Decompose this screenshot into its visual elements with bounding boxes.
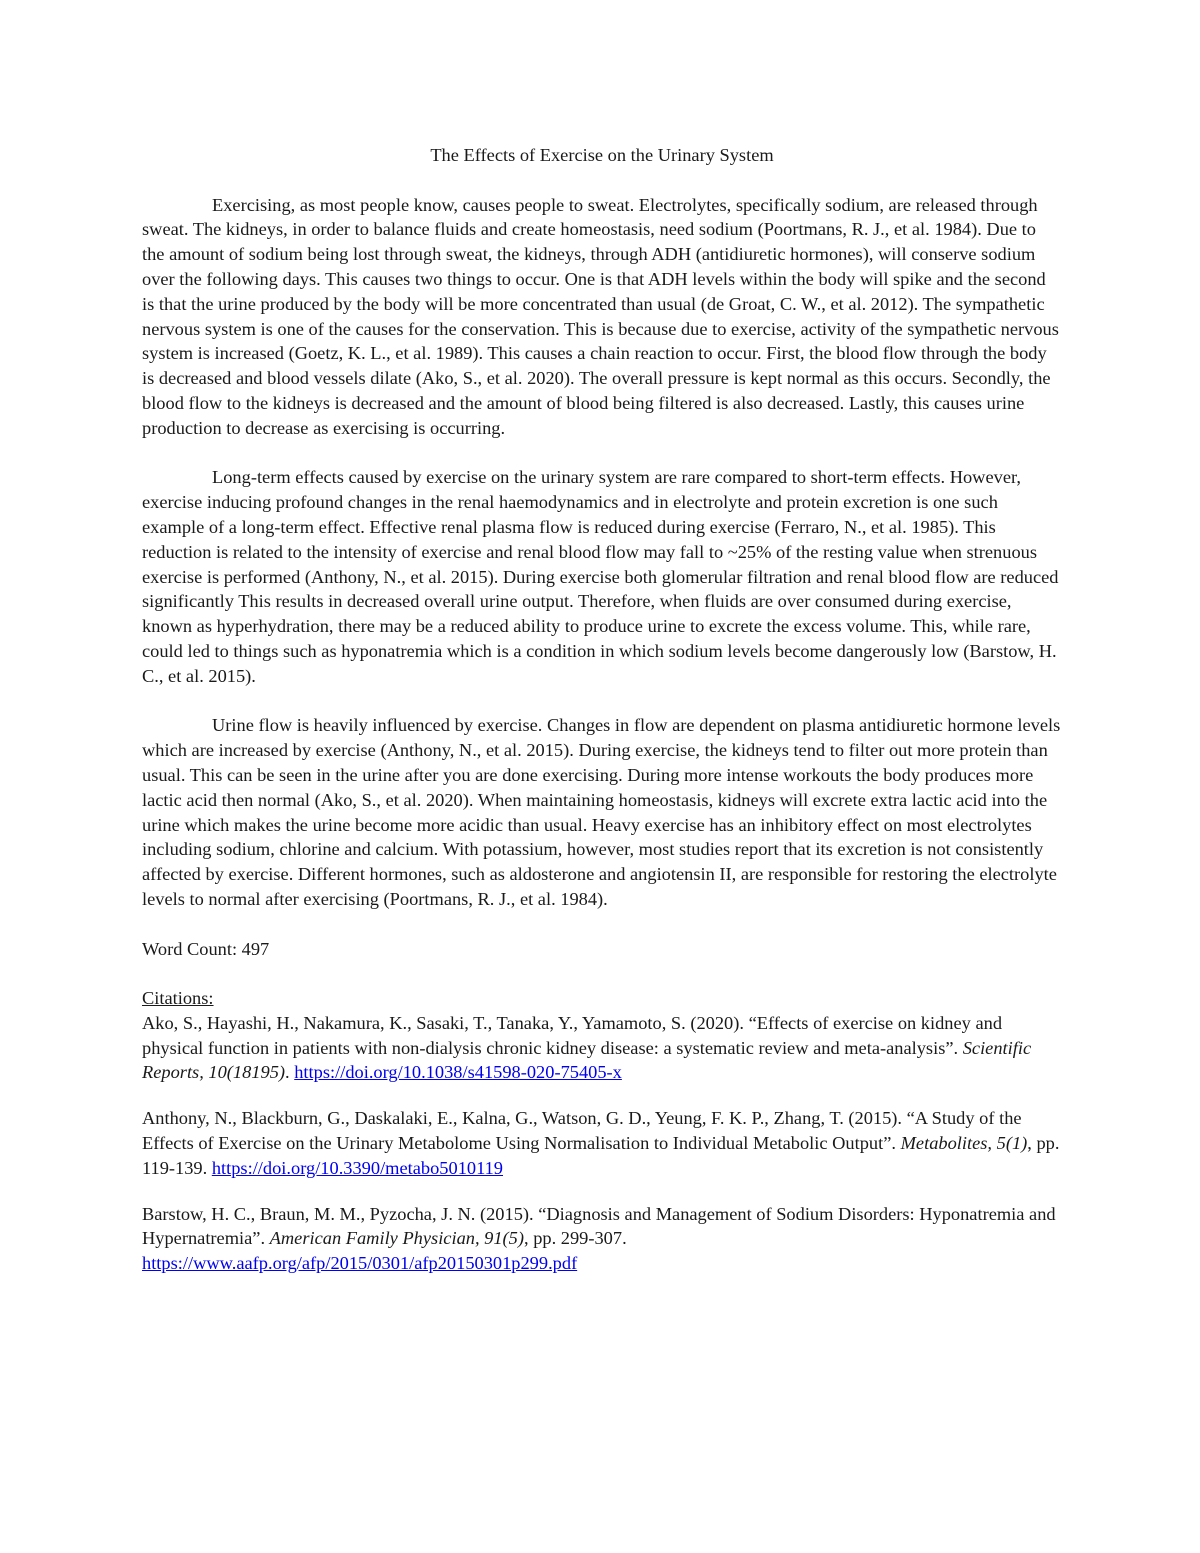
citations-heading: Citations: bbox=[142, 988, 214, 1009]
citation-journal: Scientific Reports, 10(18195) bbox=[142, 1037, 1032, 1083]
paragraph-1: Exercising, as most people know, causes people to sweat. Electrolytes, specifically sodium, are released through sweat. The kidneys, in order to balance fluids and create homeostasis, need sodium (Poortmans, R. J., et al. 1984). Due to the amount of sodium being lost through sweat, the kidneys, through ADH (antidiuretic hormones), will conserve sodium over the following days. This causes two things to occur. One is that ADH levels within the body will spike and the second is that the urine produced by the body will be more concentrated than usual (de Groat, C. W., et al. 2012). The sympathetic nervous system is one of the causes for the conservation. This is because due to exercise, activity of the sympathetic nervous system is increased (Goetz, K. L., et al. 1989). This causes a chain reaction to occur. First, the blood flow through the body is decreased and blood vessels dilate (Ako, S., et al. 2020). The overall pressure is kept normal as this occurs. Secondly, the blood flow to the kidneys is decreased and the amount of blood being filtered is also decreased. Lastly, this causes urine production to decrease as exercising is occurring. bbox=[142, 194, 1059, 438]
citation-barstow bbox=[142, 1202, 1062, 1276]
citation-journal: Metabolites, 5(1) bbox=[900, 1133, 1028, 1154]
citation-text: Ako, S., Hayashi, H., Nakamura, K., Sasaki, T., Tanaka, Y., Yamamoto, S. (2020). “Effects of exercise on kidney and physical function in patients with non-dialysis chronic kidney disease: a systematic review and meta-analysis”. bbox=[142, 1012, 1003, 1058]
citation-text: Anthony, N., Blackburn, G., Daskalaki, E., Kalna, G., Watson, G. D., Yeung, F. K. P., Zhang, T. (2015). “A Study of the Effects of Exercise on the Urinary Metabolome Using Normalisation to Individual Metabolic Output”. bbox=[142, 1108, 1022, 1154]
citation-link[interactable]: https://doi.org/10.1038/s41598-020-75405-x bbox=[294, 1062, 622, 1083]
paragraph-3: Urine flow is heavily influenced by exercise. Changes in flow are dependent on plasma antidiuretic hormone levels which are increased by exercise (Anthony, N., et al. 2015). During exercise, the kidneys tend to filter out more protein than usual. This can be seen in the urine after you are done exercising. During more intense workouts the body produces more lactic acid then normal (Ako, S., et al. 2020). When maintaining homeostasis, kidneys will excrete extra lactic acid into the urine which makes the urine become more acidic than usual. Heavy exercise has an inhibitory effect on most electrolytes including sodium, chlorine and calcium. With potassium, however, most studies report that its excretion is not consistently affected by exercise. Different hormones, such as aldosterone and angiotensin II, are responsible for restoring the electrolyte levels to normal after exercising (Poortmans, R. J., et al. 1984). bbox=[142, 715, 1061, 909]
document-title: The Effects of Exercise on the Urinary System bbox=[430, 145, 774, 165]
citation-after-journal: , pp. 299-307. bbox=[524, 1228, 627, 1249]
citation-link[interactable]: https://www.aafp.org/afp/2015/0301/afp20150301p299.pdf bbox=[142, 1253, 578, 1274]
document-body bbox=[142, 143, 1062, 1297]
citation-ako bbox=[142, 1011, 1062, 1085]
citation-after-journal: , pp. 119-139. bbox=[142, 1133, 1060, 1178]
citation-text: Barstow, H. C., Braun, M. M., Pyzocha, J. N. (2015). “Diagnosis and Management of Sodium Disorders: Hyponatremia and Hypernatremia”. bbox=[142, 1203, 1056, 1249]
citation-link[interactable]: https://doi.org/10.3390/metabo5010119 bbox=[211, 1157, 503, 1178]
word-count: Word Count: 497 bbox=[142, 938, 270, 959]
citation-after-journal: . bbox=[285, 1062, 295, 1083]
paragraph-2: Long-term effects caused by exercise on the urinary system are rare compared to short-term effects. However, exercise inducing profound changes in the renal haemodynamics and in electrolyte and protein excretion is one such example of a long-term effect. Effective renal plasma flow is reduced during exercise (Ferraro, N., et al. 1985). This reduction is related to the intensity of exercise and renal blood flow may fall to ~25% of the resting value when strenuous exercise is performed (Anthony, N., et al. 2015). During exercise both glomerular filtration and renal blood flow are reduced significantly This results in decreased overall urine output. Therefore, when fluids are over consumed during exercise, known as hyperhydration, there may be a reduced ability to produce urine to excrete the excess volume. This, while rare, could led to things such as hyponatremia which is a condition in which sodium levels become dangerously low (Barstow, H. C., et al. 2015). bbox=[142, 467, 1059, 686]
citation-journal: American Family Physician, 91(5) bbox=[269, 1228, 524, 1249]
citation-anthony bbox=[142, 1106, 1062, 1180]
